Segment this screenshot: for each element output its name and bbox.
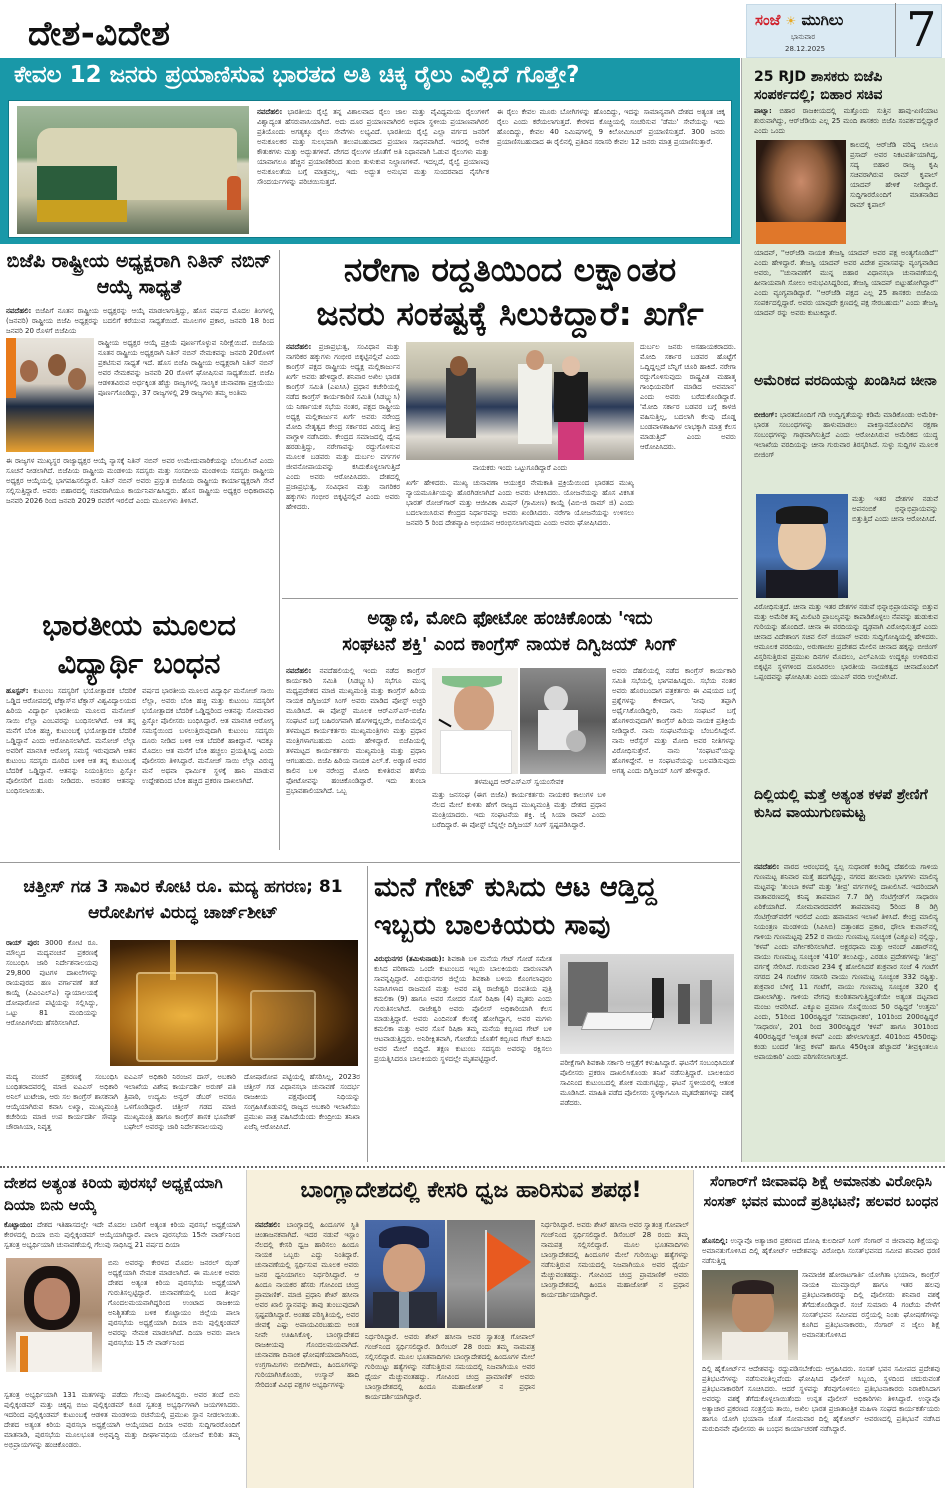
diya-dateline: ಕೊಟ್ಟಾಯಂ:: [4, 1221, 33, 1229]
lead-dateline: ನವದೆಹಲಿ:: [257, 108, 283, 116]
liquor-body-top: 3000 ಕೋಟಿ ರೂ. ಮೌಲ್ಯದ ಮದ್ಯವಂಚನೆ ಪ್ರಕರಣಕ್ಕೆ ಸಂಬಂಧಿಸಿ ಜಾರಿ ನಿರ್ದೇಶನಾಲಯವು 29,800 ಪುಟಗಳ ದಾಖಲೆಗಳನ್ನು ರಾಯಪುರದ ಹಣ ವರ್ಗಾವಣೆ ತಡೆ ಕಾಯ್ದೆ (ಪಿಎಂಎಲ್ಎ) ನ್ಯಾಯಾಲಯಕ್ಕೆ ದೋಷಾರೋಪ ಪಟ್ಟಿಯನ್ನು ಸಲ್ಲಿಸಿದ್ದು, ಒಟ್ಟು 81 ಮಂದಿಯನ್ನು ಆರೋಪಿಗಳೆಂದು ಹೆಸರಿಸಲಾಗಿದೆ.: [6, 939, 98, 1027]
student-headline: ಭಾರತೀಯ ಮೂಲದ ವಿದ್ಯಾರ್ಥಿ ಬಂಧನ: [42, 608, 236, 680]
diya-headline: ದೇಶದ ಅತ್ಯಂತ ಕಿರಿಯ ಪುರಸಭೆ ಅಧ್ಯಕ್ಷೆಯಾಗಿ ದಿಯಾ ಬಿನು ಆಯ್ಕೆ: [4, 1174, 223, 1214]
sengar-headline: ಸೆಂಗಾರ್‌ಗೆ ಜೀವಾವಧಿ ಶಿಕ್ಷೆ ಅಮಾನತು ವಿರೋಧಿಸಿ ಸಂಸತ್ ಭವನ ಮುಂದೆ ಪ್ರತಿಭಟನೆ; ಹಲವರ ಬಂಧನ: [703, 1174, 939, 1210]
bangladesh-headline: ಬಾಂಗ್ಲಾದೇಶದಲ್ಲಿ ಕೇಸರಿ ಧ್ವಜ ಹಾರಿಸುವ ಶಪಥ!: [300, 1178, 642, 1203]
nrega-body-mid: ಖರ್ಗೆ ಹೇಳಿದರು. ಮುಖ್ಯ ಚುನಾವಣಾ ಆಯುಕ್ತರ ನೇಮಕಾತಿ ಪ್ರಕ್ರಿಯೆಯಿಂದ ಭಾರತದ ಮುಖ್ಯ ನ್ಯಾಯಮೂರ್ತಿಯನ್ನು ಹೊರಗಿಡಲಾಗಿದೆ ಎಂದು ಅವರು ಟೀಕಿಸಿದರು. ಯೋಜನೆಯನ್ನು ಹೊಸ ವಿಕಸಿತ ಭಾರತ್ ರೋಜ್‌ಗಾರ್ ಮತ್ತು ಆಜೀವಿಕಾ ಮಿಷನ್ (ಗ್ರಾಮೀಣ) ಕಾಯ್ದೆ (ವಿಬಿ-ಜಿ ರಾಮ್ ಜಿ) ಎಂದು ಬದಲಾಯಿಸಿರುವ ಕೇಂದ್ರದ ನಿರ್ಧಾರವನ್ನು ಅವರು ಖಂಡಿಸಿದರು. ನರೇಗಾ ಯೋಜನೆಯನ್ನು ಉಳಿಸಲು ಜನವರಿ 5 ರಿಂದ ದೇಶವ್ಯಾಪಿ ಅಭಿಯಾನ ಆರಂಭಿಸಲಾಗುವುದು ಎಂದು ಅವರು ಘೋಷಿಸಿದರು.: [406, 479, 634, 527]
china-dateline: ಬೀಜಿಂಗ್:: [754, 411, 778, 419]
digvijay-headline-line1: ಅಡ್ವಾಣಿ, ಮೋದಿ ಫೋಟೋ ಹಂಚಿಕೊಂಡು 'ಇದು: [367, 608, 653, 629]
rjd-headline: 25 RJD ಶಾಸಕರು ಬಿಜೆಪಿ ಸಂಪರ್ಕದಲ್ಲಿ; ಬಿಹಾರ ಸಚಿವ: [754, 69, 883, 103]
liquor-body-c3: ದೋಷಾರೋಪ ಪಟ್ಟಿಯಲ್ಲಿ ಹೆಸರಿಸಿಲ್ಲ, 2023ರ ಚತ್ತೀಸ್ ಗಡ ವಿಧಾನಸಭಾ ಚುನಾವಣೆ ಸಂದರ್ಭ ರಾಜಕೀಯ ಪಕ್ಷವೊಂದಕ್ಕೆ ನಿಧಿಯನ್ನು ಸಂಗ್ರಹಿಸಿಕೊಡುವಲ್ಲಿ ರಾಜ್ಯದ ಅಬಕಾರಿ ಇಲಾಖೆಯು ಪ್ರಮುಖ ಪಾತ್ರ ವಹಿಸಿದೆಯೆಂದು ಕೇಂದ್ರೀಯ ತನಿಖಾ ಏಜೆನ್ಸಿ ಆರೋಪಿಸಿದೆ.: [244, 1073, 360, 1131]
digvijay-body-left: ನವದೆಹಲಿಯಲ್ಲಿ ಇಂದು ನಡೆದ ಕಾಂಗ್ರೆಸ್ ಕಾರ್ಯಕಾರಿ ಸಮಿತಿ (ಸಿಡಬ್ಲ್ಯುಸಿ) ಸಭೆಗೂ ಮುನ್ನ ಮಧ್ಯಪ್ರದೇಶದ ಮಾಜಿ ಮುಖ್ಯಮಂತ್ರಿ ಮತ್ತು ಕಾಂಗ್ರೆಸ್ ಹಿರಿಯ ನಾಯಕ ದಿಗ್ವಿಜಯ್ ಸಿಂಗ್ ಅವರು ಮಾಡಿದ ಪೋಸ್ಟ್ ಅಚ್ಚರಿ ಮೂಡಿಸಿದೆ. ಈ ಪೋಸ್ಟ್ ಮೂಲಕ ಆರ್‌ಎಸ್‌ಎಸ್-ಬಿಜೆಪಿ ಸಂಘಟನೆ ಬಗ್ಗೆ ಬಹಿರಂಗವಾಗಿ ಹೊಗಳಿದ್ದಲ್ಲದೇ, ಬಿಜೆಪಿಯಲ್ಲಿನ ತಳಮಟ್ಟದ ಕಾರ್ಯಕರ್ತರು ಮುಖ್ಯಮಂತ್ರಿಗಳು ಮತ್ತು ಪ್ರಧಾನ ಮಂತ್ರಿಗಳಾಗಬಹುದು ಎಂದು ಹೇಳಿದ್ದಾರೆ. ಬಿಜೆಪಿಯಲ್ಲಿ ತಳಮಟ್ಟದ ಕಾರ್ಯಕರ್ತರು ಮುಖ್ಯಮಂತ್ರಿ ಮತ್ತು ಪ್ರಧಾನಿ ಆಗಬಹುದು. ಬಿಜೆಪಿ ಹಿರಿಯ ನಾಯಕ ಎಲ್.ಕೆ. ಅಡ್ವಾಣಿ ಅವರ ಕಾಲಿನ ಬಳಿ ನರೇಂದ್ರ ಮೋದಿ ಕುಳಿತಿರುವ ಹಳೆಯ ಫೋಟೋವನ್ನು ಹಂಚಿಕೊಂಡಿದ್ದಾರೆ. ಇದು ತುಂಬಾ ಪ್ರಭಾವಶಾಲಿಯಾಗಿದೆ. ಒಬ್ಬ: [286, 667, 426, 795]
divider: [0, 862, 740, 863]
digvijay-body-right: ಅವರು ದೆಹಲಿಯಲ್ಲಿ ನಡೆದ ಕಾಂಗ್ರೆಸ್ ಕಾರ್ಯಕಾರಿ ಸಮಿತಿ ಸಭೆಯಲ್ಲಿ ಭಾಗವಹಿಸಿದ್ದರು. ಸಭೆಯ ನಂತರ ಅವರು ಹೊರಬಂದಾಗ ಪತ್ರಕರ್ತರು ಈ ವಿಷಯದ ಬಗ್ಗೆ ಪ್ರಶ್ನೆಗಳನ್ನು ಕೇಳಿದಾಗ, 'ನೀವು ತಪ್ಪಾಗಿ ಅರ್ಥೈಸಿಕೊಂಡಿದ್ದೀರಿ, ನಾನು ಸಂಘಟನೆ ಬಗ್ಗೆ ಹೊಗಳಿರುವುದಾಗಿ' ಕಾಂಗ್ರೆಸ್ ಹಿರಿಯ ನಾಯಕ ಪ್ರತಿಕ್ರಿಯೆ ನೀಡಿದ್ದಾರೆ. ನಾನು ಸಂಘಟನೆಯನ್ನು ಬೆಂಬಲಿಸಿದ್ದೇನೆ. ನಾನು ಆರೆಸ್ಸೆಸ್ ಮತ್ತು ಮೋದಿ ಅವರ ನೀತಿಗಳನ್ನು ವಿರೋಧಿಸುತ್ತೇನೆ. ನಾನು 'ಸಂಘಟನೆ'ಯನ್ನು ಹೊಗಳಿದ್ದೇನೆ. ಆ ಸಂಘಟನೆಯನ್ನು ಬಲಪಡಿಸುವುದು ಅಗತ್ಯ ಎಂದು ದಿಗ್ವಿಜಯ್ ಸಿಂಗ್ ಹೇಳಿದ್ದಾರೆ.: [612, 667, 736, 775]
whisky-glass-photo: [110, 940, 358, 1066]
rjd-dateline: ಪಾಟ್ನಾ:: [754, 107, 772, 115]
gate-headline-line2: ಇಬ್ಬರು ಬಾಲಕಿಯರು ಸಾವು: [374, 910, 611, 941]
sengar-photo: [702, 1270, 798, 1360]
nrega-dateline: ನವದೆಹಲಿ:: [286, 343, 312, 351]
sun-icon: ☀: [785, 14, 797, 28]
column-divider: [367, 866, 368, 1162]
nrega-headline-line1: ನರೇಗಾ ರದ್ದತಿಯಿಂದ ಲಕ್ಷಾಂತರ: [343, 250, 677, 289]
bjp-body-bottom: ಈ ರಾಜ್ಯಗಳ ಮುಖ್ಯಸ್ಥರ ರಾಜ್ಯಾಧ್ಯಕ್ಷರ ಆಯ್ಕೆ ನ್ಯಾಸಕ್ಕೆ ನಿತಿನ್ ನಬಿನ್ ಅವರ ಉಮೇದುವಾರಿಕೆಯನ್ನು ಬೆಂಬಲಿಸಿವೆ ಎಂದು ಸೂಚನೆ ನೀಡಲಾಗಿದೆ. ಬಿಜೆಪಿಯ ರಾಷ್ಟ್ರೀಯ ಮಂಡಳಿಯ ಸದಸ್ಯರು ಮತ್ತು ಸಂಸದೀಯ ಮಂಡಳಿಯ ಸದಸ್ಯರು ರಾಷ್ಟ್ರೀಯ ಅಧ್ಯಕ್ಷರ ಆಯ್ಕೆಯಲ್ಲಿ ಭಾಗವಹಿಸಲಿದ್ದಾರೆ. ನಿತಿನ್ ನಬಿನ್ ಅವರು ಪ್ರಸ್ತುತ ಬಿಜೆಪಿಯ ರಾಷ್ಟ್ರೀಯ ಕಾರ್ಯಾಧ್ಯಕ್ಷರಾಗಿ ಸೇವೆ ಸಲ್ಲಿಸುತ್ತಿದ್ದಾರೆ. ಅವರು ಬಿಹಾರದಲ್ಲಿ ಸಚಿವರಾಗಿಯೂ ಕಾರ್ಯನಿರ್ವಹಿಸಿದ್ದರು. ಹೊಸ ರಾಷ್ಟ್ರೀಯ ಅಧ್ಯಕ್ಷರ ಅಧಿಕಾರಾವಧಿ ಜನವರಿ 2026 ರಿಂದ ಜನವರಿ 2029 ರವರೆಗೆ ಇರಲಿದೆ ಎಂದು ಮೂಲಗಳು ತಿಳಿಸಿವೆ.: [6, 457, 274, 505]
page-number: 7: [895, 3, 937, 57]
student-body-right: ವರ್ಷದ ಭಾರತೀಯ ಮೂಲದ ವಿದ್ಯಾರ್ಥಿ ಮನೋಜ್ ಸಾಯಿ ಲೆಲ್ಲಾ, ಅವರು ಬೆಂಕಿ ಹಚ್ಚಿ ಮತ್ತು ಕುಟುಂಬ ಸದಸ್ಯರಿಗೆ ಭಯೋತ್ಪಾದಕ ಬೆದರಿಕೆ ಒಡ್ಡಿದ್ದರಿಂದ ಆತನನ್ನು ಸೋಮವಾರ ಫ್ರಿಸ್ಕೋ ಪೊಲೀಸರು ಬಂಧಿಸಿದ್ದಾರೆ. ಆತ ಮಾನಸಿಕ ಆರೋಗ್ಯ ಸಮಸ್ಯೆಯಿಂದ ಬಳಲುತ್ತಿರುವುದಾಗಿ ಕುಟುಂಬ ಸದಸ್ಯರು ದೂರು ನೀಡಿದ ಬಳಿಕ ಆತ ಬೆದರಿಕೆ ಹಾಕಿದ್ದಾನೆ. ಇದಕ್ಕೂ ಮೊದಲು ಆತ ಮನೆಗೆ ಬೆಂಕಿ ಹಚ್ಚಲು ಪ್ರಯತ್ನಿಸಿದ್ದ ಎಂದು ಪೊಲೀಸರು ತಿಳಿಸಿದ್ದಾರೆ. ಮನೋಜ್ ಸಾಯಿ ಲೆಲ್ಲಾ ವಿರುದ್ಧ ಮನೆ ಅಥವಾ ಧಾರ್ಮಿಕ ಸ್ಥಳಕ್ಕೆ ಹಾನಿ ಮಾಡುವ ಉದ್ದೇಶದಿಂದ ಬೆಂಕಿ ಹಚ್ಚಿದ ಪ್ರಕರಣ ದಾಖಲಾಗಿದೆ.: [142, 687, 274, 785]
nrega-body-left: ಪ್ರಜಾಪ್ರಭುತ್ವ, ಸಂವಿಧಾನ ಮತ್ತು ನಾಗರಿಕರ ಹಕ್ಕುಗಳು ಗಂಭೀರ ಬಿಕ್ಕಟ್ಟಿನಲ್ಲಿವೆ ಎಂದು ಕಾಂಗ್ರೆಸ್ ಪಕ್ಷದ ರಾಷ್ಟ್ರೀಯ ಅಧ್ಯಕ್ಷ ಮಲ್ಲಿಕಾರ್ಜುನ ಖರ್ಗೆ ಅವರು ಹೇಳಿದ್ದಾರೆ. ಶನಿವಾರ ಅಖಿಲ ಭಾರತ ಕಾಂಗ್ರೆಸ್ ಸಮಿತಿ (ಎಐಸಿಸಿ) ಪ್ರಧಾನ ಕಚೇರಿಯಲ್ಲಿ ನಡೆದ ಕಾಂಗ್ರೆಸ್ ಕಾರ್ಯಕಾರಿಣಿ ಸಮಿತಿ (ಸಿಡಬ್ಲ್ಯುಸಿ) ಯ ನಿರ್ಣಾಯಕ ಸಭೆಯ ನಂತರ, ಪಕ್ಷದ ರಾಷ್ಟ್ರೀಯ ಅಧ್ಯಕ್ಷ ಮಲ್ಲಿಕಾರ್ಜುನ ಖರ್ಗೆ ಅವರು ನರೇಂದ್ರ ಮೋದಿ ನೇತೃತ್ವದ ಕೇಂದ್ರ ಸರ್ಕಾರದ ವಿರುದ್ಧ ತೀವ್ರ ವಾಗ್ದಾಳಿ ನಡೆಸಿದರು. ಕೇಂದ್ರದ ಸಮಾಜದಲ್ಲಿ ದ್ವೇಷ ಹರಡುತ್ತಿದ್ದು, ನರೇಗಾವನ್ನು ರದ್ದುಗೊಳಿಸುವ ಮೂಲಕ ಬಡವರು ಮತ್ತು ದುರ್ಬಲ ವರ್ಗಗಳ ಜೀವನೋಪಾಯವನ್ನು ಕಸಿದುಕೊಳ್ಳಲಾಗುತ್ತಿದೆ ಎಂದು ಅವರು ಆರೋಪಿಸಿದರು. ದೇಶದಲ್ಲಿ ಪ್ರಜಾಪ್ರಭುತ್ವ, ಸಂವಿಧಾನ ಮತ್ತು ನಾಗರಿಕರ ಹಕ್ಕುಗಳು ಗಂಭೀರ ಬಿಕ್ಕಟ್ಟಿನಲ್ಲಿವೆ ಎಂದು ಅವರು ಹೇಳಿದರು.: [286, 343, 400, 511]
delhi-air-dateline: ನವದೆಹಲಿ:: [754, 863, 780, 871]
digvijay-headline-line2: ಸಂಘಟನೆ ಶಕ್ತಿ' ಎಂದ ಕಾಂಗ್ರೆಸ್ ನಾಯಕ ದಿಗ್ವಿಜಯ್ ಸಿಂಗ್: [342, 634, 678, 655]
liquor-body-c1: ಮದ್ಯ ವಂಚನೆ ಪ್ರಕರಣಕ್ಕೆ ಸಂಬಂಧಿಸಿ ಬಂಧಿತರಾದವರಲ್ಲಿ ಮಾಜಿ ಐಎಎಸ್ ಅಧಿಕಾರಿ ಅನಿಲ್ ಟುಟೇಜಾ, ಆರು ಸಲ ಕಾಂಗ್ರೆಸ್ ಶಾಸಕನಾಗಿ ಆಯ್ಕೆಯಾಗಿರುವ ಕವಾಸಿ ಲಖ್ಮಾ, ಮುಖ್ಯಮಂತ್ರಿ ಕಚೇರಿಯ ಮಾಜಿ ಉಪ ಕಾರ್ಯದರ್ಶಿ ಸೌಮ್ಯಾ ಚೌರಾಸಿಯಾ, ನಿವೃತ್ತ: [6, 1073, 118, 1131]
gate-body-right: ಪರೀಕ್ಷೆಗಾಗಿ ಶಿವಕಾಶಿ ಸರ್ಕಾರಿ ಆಸ್ಪತ್ರೆಗೆ ಕಳುಹಿಸಿದ್ದಾರೆ. ಘಟನೆಗೆ ಸಂಬಂಧಿಸಿದಂತೆ ಪೊಲೀಸರು ಪ್ರಕರಣ ದಾಖಲಿಸಿಕೊಂಡು ತನಿಖೆ ನಡೆಸುತ್ತಿದ್ದಾರೆ. ಬಾಲಕಿಯರ ಸಾವಿನಿಂದ ಕುಟುಂಬದಲ್ಲಿ ಶೋಕ ಮಡುಗಟ್ಟಿದ್ದು, ಘಟನೆ ಸ್ಥಳೀಯರಲ್ಲಿ ಆತಂಕ ಮೂಡಿಸಿದೆ. ಮಾಹಿತಿ ಪಡೆದ ಪೊಲೀಸರು ಸ್ಥಳಕ್ಕಾಗಮಿಸಿ ಮೃತದೇಹಗಳನ್ನು ವಶಕ್ಕೆ ಪಡೆದರು.: [560, 1059, 734, 1107]
digvijay-dateline: ನವದೆಹಲಿ:: [286, 667, 312, 675]
logo-part1: ಸಂಜೆ: [755, 11, 781, 29]
advani-modi-photo: [520, 668, 606, 774]
liquor-dateline: ರಾಯ್ ಪುರ:: [6, 939, 40, 947]
section-title: ದೇಶ-ವಿದೇಶ: [28, 14, 171, 54]
digvijay-photo: [432, 668, 518, 774]
chinese-official-photo: [756, 494, 848, 598]
china-body-side: ಮತ್ತು ಇತರ ದೇಶಗಳ ನಡುವೆ ಅಪನಂಬಿಕೆ ಭಿನ್ನಾಭಿಪ್ರಾಯವನ್ನು ಬಿತ್ತುತ್ತಿದೆ ಎಂದು ಚೀನಾ ಆರೋಪಿಸಿದೆ.: [852, 495, 938, 523]
liquor-headline: ಚತ್ತೀಸ್ ಗಡ 3 ಸಾವಿರ ಕೋಟಿ ರೂ. ಮದ್ಯ ಹಗರಣ; 81 ಆರೋಪಿಗಳ ವಿರುದ್ಧ ಚಾರ್ಜ್‌ಶೀಟ್: [23, 877, 343, 923]
china-headline: ಅಮೆರಿಕದ ವರದಿಯನ್ನು ಖಂಡಿಸಿದ ಚೀನಾ: [754, 373, 937, 389]
bangladesh-body-right-col: ನಿರ್ಧರಿಸಿದ್ದಾರೆ. ಅವರು ಶೇಖ್ ಹಸೀನಾ ಅವರ ಸ್ವಾತಂತ್ರ ಗೋಪಾಲ್ ಗಂಜ್‌ನಿಂದ ಸ್ಪರ್ಧಿಸಲಿದ್ದಾರೆ. ಡಿಸೆಂಬರ್ 28 ರಂದು ತಮ್ಮ ನಾಮಪತ್ರ ಸಲ್ಲಿಸಲಿದ್ದಾರೆ. ಮೂಲ ಭೂತವಾದಿಗಳು ಬಾಂಗ್ಲಾದೇಶದಲ್ಲಿ ಹಿಂದೂಗಳ ಮೇಲೆ ಗುರಿಯಿಟ್ಟು ಹತ್ಯೆಗಳನ್ನು ನಡೆಸುತ್ತಿರುವ ಸಮಯದಲ್ಲಿ ನಿಜವಾಗಿಯೂ ಅವರ ಧೈರ್ಯ ಮೆಚ್ಚುವಂತಹದ್ದು. ಗೋವಿಂದ ಚಂದ್ರ ಪ್ರಾಮಾಣಿಕ್ ಅವರು ಬಾಂಗ್ಲಾದೇಶದಲ್ಲಿ ಹಿಂದೂ ಮಹಾಜೋತ್ ನ ಪ್ರಧಾನ ಕಾರ್ಯದರ್ಶಿಯಾಗಿದ್ದಾರೆ.: [541, 1221, 689, 1299]
lead-headline: ಕೇವಲ 12 ಜನರು ಪ್ರಯಾಣಿಸುವ ಭಾರತದ ಅತಿ ಚಿಕ್ಕ ರೈಲು ಎಲ್ಲಿದೆ ಗೊತ್ತೇ?: [14, 62, 580, 88]
gate-story: [370, 866, 738, 1164]
issue-date: 28.12.2025: [785, 45, 826, 53]
newspaper-logo: [755, 11, 843, 29]
nrega-caption: ನಾಯಕರು ಇಂದು ಒಟ್ಟುಗೂಡಿದ್ದಾರೆ ಎಂದು: [472, 464, 568, 472]
bjp-body-top: ಬಿಜೆಪಿಗೆ ನೂತನ ರಾಷ್ಟ್ರೀಯ ಅಧ್ಯಕ್ಷರನ್ನು ಆಯ್ಕೆ ಮಾಡಲಾಗುತ್ತಿದ್ದು, ಹೊಸ ವರ್ಷದ ಮೊದಲ ತಿಂಗಳಲ್ಲಿ (ಜನವರಿ) ರಾಷ್ಟ್ರೀಯ ಬಿಜೆಪಿ ಅಧ್ಯಕ್ಷರನ್ನು ಬದಲಿಗೆ ಕರೆಯುವ ಸಾಧ್ಯತೆಯಿದೆ. ಮೂಲಗಳ ಪ್ರಕಾರ, ಜನವರಿ 18 ರಿಂದ ಜನವರಿ 20 ರೊಳಗೆ ಬಿಜೆಪಿಯ: [6, 307, 274, 335]
masthead: [746, 4, 942, 58]
china-body-bottom: ವಿರೋಧಿಸುತ್ತದೆ. ಚೀನಾ ಮತ್ತು ಇತರ ದೇಶಗಳ ನಡುವೆ ಭಿನ್ನಾಭಿಪ್ರಾಯವನ್ನು ಬಿತ್ತುವ ಮತ್ತು ಅಮೆರಿಕ ತನ್ನ ಮಿಲಿಟರಿ ಪ್ರಾಬಲ್ಯವನ್ನು ಕಾಪಾಡಿಕೊಳ್ಳಲು ನೆಪವನ್ನು ಹುಡುಕುವ ಗುರಿಯನ್ನು ಹೊಂದಿದೆ. ಚೀನಾ ಈ ವರದಿಯನ್ನು ದೃಢವಾಗಿ ವಿರೋಧಿಸುತ್ತದೆ ಎಂದು ಚೀನಾದ ವಿದೇಶಾಂಗ ಸಚಿವ ಲಿನ್ ಜಿಯಾನ್ ಅವರು ಸುದ್ದಿಗೋಷ್ಠಿಯಲ್ಲಿ ಹೇಳಿದರು. ಆಮೂಲಕ ವರದಿಯು, ಅರುಣಾಚಲ ಪ್ರದೇಶದ ಮೇಲಿನ ಚೀನಾದ ಹಕ್ಕನ್ನು ಬೀಜಿಂಗ್ ವಿಸ್ತರಿಸುತ್ತಿರುವ ಪ್ರಮುಖ ದಿನಗಳ ಮೊದಲು, ಎಲ್‌ಎಸಿಯ ಉದ್ದಕ್ಕೂ ಉಳಿದಿರುವ ಬಿಕ್ಕಟ್ಟಿನ ಸ್ಥಳಗಳಿಂದ ದೂರವಿರಲು ಭಾರತೀಯ ನಾಯಕತ್ವದ ಚೀನಾದೊಂದಿಗೆ ಒಪ್ಪಂದವನ್ನು ಘೋಷಿಸಿತು ಎಂದು ಯುಎಸ್ ವರದಿ ಉಲ್ಲೇಖಿಸಿದೆ.: [754, 603, 938, 681]
delhi-air-headline: ದಿಲ್ಲಿಯಲ್ಲಿ ಮತ್ತೆ ಅತ್ಯಂತ ಕಳಪೆ ಶ್ರೇಣಿಗೆ ಕುಸಿದ ವಾಯುಗುಣಮಟ್ಟ: [754, 787, 928, 821]
liquor-body-c2: ಐಎಎಸ್ ಅಧಿಕಾರಿ ನಿರಂಜನ ದಾಸ್, ಅಬಕಾರಿ ಇಲಾಖೆಯ ವಿಶೇಷ ಕಾರ್ಯದರ್ಶಿ ಅರುಣ್ ಪತಿ ತ್ರಿಪಾಠಿ, ಉದ್ಯಮಿ ಅನ್ವರ್ ಡೆಬರ್ ಅವರೂ ಒಳಗೊಂಡಿದ್ದಾರೆ. ಚತ್ತೀಸ್ ಗಡದ ಮಾಜಿ ಮುಖ್ಯಮಂತ್ರಿ ಹಾಗೂ ಕಾಂಗ್ರೆಸ್ ಶಾಸಕ ಭೂಪೇಶ್ ಬಘೇಲ್ ಅವರನ್ನು ಜಾರಿ ನಿರ್ದೇಶನಾಲಯವು: [124, 1073, 236, 1131]
china-body-top: ಭಾರತದೊಂದಿಗೆ ಗಡಿ ಉದ್ವಿಗ್ನತೆಯನ್ನು ಕಡಿಮೆ ಮಾಡಿಕೊಂಡು ಅಮೆರಿಕ-ಭಾರತ ಸಂಬಂಧಗಳನ್ನು ಹಾಳುಮಾಡಲು ಪಾಕಿಸ್ತಾನದೊಂದಿಗಿನ ರಕ್ಷಣಾ ಸಂಬಂಧಗಳನ್ನು ಗಾಢವಾಗಿಸುತ್ತಿದೆ ಎಂದು ಆರೋಪಿಸಿರುವ ಅಮೆರಿಕದ ಯುದ್ಧ ಇಲಾಖೆಯ ವರದಿಯನ್ನು ಚೀನಾ ಗುರುವಾರ ತಿರಸ್ಕರಿಸಿದೆ. ಸುಳ್ಳು ಸುದ್ದಿಗಳ ಮೂಲಕ ಬೀಜಿಂಗ್: [754, 411, 938, 459]
saffron-flag-photo: [447, 1220, 535, 1328]
pramanik-photo: [365, 1220, 445, 1328]
nrega-story: [282, 246, 738, 596]
ram-kripal-photo: [756, 140, 846, 244]
train-photo: [17, 106, 249, 234]
nrega-body-right: ದುರ್ಬಲ ಜನರು ಅಸಹಾಯಕರಾದರು. ಮೋದಿ ಸರ್ಕಾರ ಬಡವರ ಹೊಟ್ಟೆಗೆ ಒದ್ದಿದ್ದಲ್ಲದೆ ಬೆನ್ನಿಗೆ ಚೂರಿ ಹಾಕಿದೆ. ನರೇಗಾ ರದ್ದುಗೊಳಿಸುವುದು ರಾಷ್ಟ್ರಪಿತ ಮಹಾತ್ಮ ಗಾಂಧಿಯವರಿಗೆ ಮಾಡಿದ ಅವಮಾನ' ಎಂದು ಅವರು ಬರೆದುಕೊಂಡಿದ್ದಾರೆ. 'ಮೋದಿ ಸರ್ಕಾರ ಬಡವರ ಬಗ್ಗೆ ಕಾಳಜಿ ವಹಿಸುತ್ತಿಲ್ಲ, ಬದಲಾಗಿ ಕೆಲವು ದೊಡ್ಡ ಬಂಡವಾಳಶಾಹಿಗಳ ಲಾಭಕ್ಕಾಗಿ ಮಾತ್ರ ಕೆಲಸ ಮಾಡುತ್ತಿದೆ' ಎಂದು ಅವರು ಆರೋಪಿಸಿದರು.: [640, 343, 736, 451]
bjp-leaders-photo: [6, 338, 94, 452]
student-dateline: ಹೂಸ್ಟನ್:: [6, 687, 29, 695]
sengar-dateline: ಹೊಸದಿಲ್ಲಿ:: [702, 1237, 728, 1245]
sengar-body-top: ಉನ್ನಾವೊ ಅತ್ಯಾಚಾರ ಪ್ರಕರಣದ ದೋಷಿ ಕುಲದೀಪ್ ಸಿಂಗ್ ಸೆಂಗಾರ್ ನ ಜೀವಾವಧಿ ಶಿಕ್ಷೆಯನ್ನು ಅಮಾನತುಗೊಳಿಸಿದ ದಿಲ್ಲಿ ಹೈಕೋರ್ಟ್ ಆದೇಶವನ್ನು ವಿರೋಧಿಸಿ ಸಂಸತ್‌ಭವನದ ಸಮೀಪ ಶನಿವಾರ ಧರಣಿ ನಡೆಸುತ್ತಿದ್ದ: [702, 1237, 940, 1265]
student-story: [0, 606, 278, 856]
rjd-body-side: ಕಾಲದಲ್ಲಿ ಆರ್‌ಜೆಡಿ ವರಿಷ್ಠ ಲಾಲೂ ಪ್ರಸಾದ್ ಅವರ ನಿಕಟವರ್ತಿಯಾಗಿದ್ದ, ಸದ್ಯ ಬಿಹಾರ ರಾಜ್ಯ ಕೃಷಿ ಸಚಿವರಾಗಿರುವ ರಾಮ್ ಕೃಪಾಲ್ ಯಾದವ್ ಹೇಳಿಕೆ ನೀಡಿದ್ದಾರೆ. ಸುದ್ದಿಗಾರರೊಂದಿಗೆ ಮಾತನಾಡಿದ ರಾಮ್ ಕೃಪಾಲ್: [850, 141, 938, 209]
bangladesh-body-left: ಬಾಂಗ್ಲಾದಲ್ಲಿ ಹಿಂದೂಗಳ ಸ್ಥಿತಿ ಚಿಂತಾಜನಕವಾಗಿದೆ. ಇದರ ನಡುವೆ ಇಸ್ಲಾಂ ನೆಲದಲ್ಲಿ ಕೇಸರಿ ಧ್ವಜ ಹಾರಿಸಲು ಹಿಂದೂ ನಾಯಕ ಒಬ್ಬರು ಎದ್ದು ನಿಂತಿದ್ದಾರೆ. ಚುನಾವಣೆಯಲ್ಲಿ ಸ್ಪರ್ಧಿಸುವ ಮೂಲಕ ಅವರು ಜನರ ಧ್ವನಿಯಾಗಲು ನಿರ್ಧರಿಸಿದ್ದಾರೆ. ಆ ಹಿಂದೂ ನಾಯಕರ ಹೆಸರು ಗೋವಿಂದ ಚಂದ್ರ ಪ್ರಾಮಾಣಿಕ್. ಮಾಜಿ ಪ್ರಧಾನಿ ಶೇಖ್ ಹಸೀನಾ ಅವರ ಖಾಲಿ ಸ್ಥಾನವನ್ನು ತಾವು ತುಂಬುವುದಾಗಿ ಸ್ಪಷ್ಟಪಡಿಸಿದ್ದಾರೆ. ಅಂತಹ ಪರಿಸ್ಥಿತಿಯಲ್ಲಿ, ಅವರ ಜೀವಕ್ಕೆ ಎಷ್ಟು ಅಪಾಯವಿರಬಹುದು ಅಂತ ನೀವೇ ಊಹಿಸಿಕೊಳ್ಳಿ. ಬಾಂಗ್ಲಾದೇಶದ ರಾಜಕೀಯವು ಗೊಂದಲಮಯವಾಗಿದೆ. ಚುನಾವಣಾ ದಿನಾಂಕ ಘೋಷಣೆಯಾದಾಗಿನಿಂದ, ಉಗ್ರಗಾಮಿಗಳು ಬೀದಿಗಿಳಿದು, ಹಿಂದೂಗಳನ್ನು ಗುರಿಯಾಗಿಸಿಕೊಂಡು, ಉಸ್ಮಾನ್ ಹಾದಿ ಸೇರಿದಂತೆ ವಿವಿಧ ಪಕ್ಷಗಳ ಅಭ್ಯರ್ಥಿಗಳನ್ನು: [255, 1221, 359, 1389]
rjd-body-bottom: ಯಾದವ್, ''ಆರ್‌ಜೆಡಿ ನಾಯಕ ತೇಜಸ್ವಿ ಯಾದವ್ ಅವರ ಪಕ್ಷ ಅಂತ್ಯಗೊಂಡಿದೆ'' ಎಂದು ಹೇಳಿದ್ದಾರೆ. ತೇಜಸ್ವಿ ಯಾದವ್ ಅವರ ವಿದೇಶ ಪ್ರವಾಸವನ್ನು ವ್ಯಂಗ್ಯವಾಡಿದ ಅವರು, ''ಚುನಾವಣೆಗೆ ಮುನ್ನ ಬಿಹಾರ ವಿಧಾನಸಭಾ ಚುನಾವಣೆಯಲ್ಲಿ ಹೀನಾಯವಾಗಿ ಸೋಲು ಅನುಭವಿಸಿದ್ದರಿಂದ, ತೇಜಸ್ವಿ ಯಾದವ್ ಬಿಟ್ಟುಹೋಗಿದ್ದಾರೆ'' ಎಂದು ವ್ಯಂಗ್ಯವಾಡಿದ್ದಾರೆ. ''ಆರ್‌ಜೆಡಿ ಪಕ್ಷದ ಎಲ್ಲ 25 ಶಾಸಕರು ಬಿಜೆಪಿಯ ಸಂಪರ್ಕದಲ್ಲಿದ್ದಾರೆ. ಅವರು ಯಾವುದೇ ಕ್ಷಣದಲ್ಲಿ ಪಕ್ಷ ಸೇರಬಹುದು'' ಎಂದು ತೇಜಸ್ವಿ ಯಾದವ್ ರನ್ನು ಅವರು ಕುಟುಕಿದ್ದಾರೆ.: [754, 249, 938, 317]
digvijay-story: [282, 604, 738, 860]
diya-body-side: ಬಿನು ಅವರನ್ನು ಕೇರಳದ ಮೊದಲ ಜನರಲ್ ಝಡ್ ಅಧ್ಯಕ್ಷೆಯಾಗಿ ನೇಮಕ ಮಾಡಲಾಗಿದೆ. ಈ ಮೂಲಕ ಅವರು ದೇಶದ ಅತ್ಯಂತ ಕಿರಿಯ ಪುರಸಭೆಯ ಅಧ್ಯಕ್ಷೆಯಾಗಿ ಗುರುತಿಸಲ್ಪಟ್ಟಿದ್ದಾರೆ. ಚುನಾವಣೆಯಲ್ಲಿ ಬಂದ ತೀರ್ಪು ಗೊಂದಲಮಯವಾಗಿದ್ದರಿಂದ ಉಂಟಾದ ರಾಜಕೀಯ ಅನಿಶ್ಚಿತತೆಯ ಬಳಿಕ ಕೊಟ್ಟಾಯಂ ಜಿಲ್ಲೆಯ ಪಾಲಾ ಪುರಸಭೆಯ ಅಧ್ಯಕ್ಷೆಯಾಗಿ ದಿಯಾ ಬಿನು ಪುಲ್ಲಿಕ್ಕಂಡಮ್ ಅವರನ್ನು ನೇಮಕ ಮಾಡಲಾಗಿದೆ. ದಿಯಾ ಅವರು ಪಾಲಾ ಪುರಸಭೆಯ 15 ನೇ ವಾರ್ಡ್‌ನಿಂದ: [108, 1259, 240, 1347]
student-body-left: ಕುಟುಂಬ ಸದಸ್ಯರಿಗೆ ಭಯೋತ್ಪಾದಕ ಬೆದರಿಕೆ ಒಡ್ಡಿದ ಆರೋಪದಲ್ಲಿ ಟೆಕ್ಸಾಸ್‌ನ ಟೆಕ್ಸಾಸ್ ವಿಶ್ವವಿದ್ಯಾಲಯದ ಹಿರಿಯ ವಿದ್ಯಾರ್ಥಿ ಭಾರತೀಯ ಮೂಲದ ಮನೋಜ್ ಸಾಯಿ ಲೆಲ್ಲಾ ಎಂಬವರನ್ನು ಬಂಧಿಸಲಾಗಿದೆ. ಆತ ತನ್ನ ಮನೆಗೆ ಬೆಂಕಿ ಹಚ್ಚಿ, ಕುಟುಂಬಕ್ಕೆ ಭಯೋತ್ಪಾದಕ ಬೆದರಿಕೆ ಒಡ್ಡಿದ್ದಾನೆ ಎಂದು ಆರೋಪಿಸಲಾಗಿದೆ. ಮನೋಜ್ ಲೆಲ್ಲಾ ಅವರಿಗೆ ಮಾನಸಿಕ ಆರೋಗ್ಯ ಸಮಸ್ಯೆ ಇರುವುದಾಗಿ ಆತನ ಕುಟುಂಬ ಸದಸ್ಯರು ದೂರಿದ ಬಳಿಕ ಆತ ತನ್ನ ಕುಟುಂಬಕ್ಕೆ ಬೆದರಿಕೆ ಒಡ್ಡಿದ್ದಾನೆ. ಆತನನ್ನು ನಿಯಂತ್ರಿಸಲು ಫ್ರಿಸ್ಕೋ ಪೊಲೀಸರಿಗೆ ದೂರು ನೀಡಿದರು. ಅನಂತರ ಆತನನ್ನು ಬಂಧಿಸಲಾಯಿತು.: [6, 687, 136, 795]
section-separator: [0, 1166, 945, 1168]
diya-binu-photo: [6, 1258, 102, 1372]
diya-body-top: ದೇಶದ ಇತಿಹಾಸದಲ್ಲೇ ಇದೇ ಮೊದಲ ಬಾರಿಗೆ ಅತ್ಯಂತ ಕಿರಿಯ ಪುರಸಭೆ ಅಧ್ಯಕ್ಷೆಯಾಗಿ ಕೇರಳದಲ್ಲಿ ದಿಯಾ ಬಿನು ಪುಲ್ಲಿಕ್ಕಂಡಮ್ ಆಯ್ಕೆಯಾಗಿದ್ದಾರೆ. ಪಾಲಾ ಪುರಸಭೆಯ 15ನೇ ವಾರ್ಡ್‌ನಿಂದ ಸ್ವತಂತ್ರ ಅಭ್ಯರ್ಥಿಯಾಗಿ ಚುನಾವಣೆಯಲ್ಲಿ ಗೆಲುವು ಸಾಧಿಸಿದ್ದ 21 ವರ್ಷದ ದಿಯಾ: [4, 1221, 240, 1249]
congress-leaders-photo: [406, 342, 634, 460]
sengar-body-side: ಸಾಮಾಜಿಕ ಹೋರಾಟಗಾರ್ತಿ ಯೋಗಿತಾ ಭಯಾನಾ, ಕಾಂಗ್ರೆಸ್ ನಾಯಕಿ ಮುಮ್ತಾಝ್ ಹಾಗೂ ಇತರ ಹಲವು ಪ್ರತಿಭಟನಾಕಾರರನ್ನು ದಿಲ್ಲಿ ಪೊಲೀಸರು ಶನಿವಾರ ವಶಕ್ಕೆ ತೆಗೆದುಕೊಂಡಿದ್ದಾರೆ. ಸಂಜೆ ಸುಮಾರು 4 ಗಂಟೆಯ ವೇಳೆಗೆ ಸಂಸತ್‌ಭವನ ಸಮೀಪದ ರಸ್ತೆಯಲ್ಲಿ ನಿಂತು ಘೋಷಣೆಗಳನ್ನು ಕೂಗಿದ ಪ್ರತಿಭಟನಾಕಾರರು, ಸೆಂಗಾರ್ ನ ಜೈಲು ಶಿಕ್ಷೆ ಅಮಾನತುಗೊಳಿಸಿದ: [802, 1271, 940, 1339]
gate-dateline: ವಿರುಧುನಗರ (ತಮಿಳುನಾಡು):: [374, 955, 445, 963]
digvijay-caption: ತಳಮಟ್ಟದ ಆರ್‌ಎಸ್‌ಎಸ್ ಸ್ವಯಂಸೇವಕ: [474, 778, 564, 786]
digvijay-body-mid: ಮತ್ತು ಜನಸಂಘ (ಈಗ ಬಿಜೆಪಿ) ಕಾರ್ಯಕರ್ತರು ನಾಯಕರ ಕಾಲುಗಳ ಬಳಿ ನೆಲದ ಮೇಲೆ ಕುಳಿತು ಹೇಗೆ ರಾಜ್ಯದ ಮುಖ್ಯಮಂತ್ರಿ ಮತ್ತು ದೇಶದ ಪ್ರಧಾನ ಮಂತ್ರಿಯಾದರು. ಇದು ಸಂಘಟನೆಯ ಶಕ್ತಿ. ಜೈ ಸಿಯಾ ರಾಮ್ ಎಂದು ಬರೆದಿದ್ದಾರೆ. ಈ ಪೋಸ್ಟ್ ಬೆನ್ನಲ್ಲೇ ದಿಗ್ವಿಜಯ್ ಸಿಂಗ್ ಸ್ಪಷ್ಟಪಡಿಸಿದ್ದಾರೆ.: [432, 791, 606, 829]
right-sidebar: [741, 58, 945, 1162]
issue-day: ಭಾನುವಾರ: [791, 33, 816, 41]
divider: [282, 598, 738, 599]
gate-headline-line1: ಮನೆ ಗೇಟ್ ಕುಸಿದು ಆಟ ಆಡ್ತಿದ್ದ: [374, 872, 657, 903]
sengar-story: [698, 1172, 945, 1488]
collapsed-gate-photo: [560, 954, 734, 1054]
bjp-dateline: ನವದೆಹಲಿ:: [6, 307, 32, 315]
lead-body-2: ಈ ರೈಲು ಕೇವಲ ಮೂರು ಬೋಗಿಗಳನ್ನು ಹೊಂದಿದ್ದು, ಇದನ್ನು ಸಾಮಾನ್ಯವಾಗಿ ದೇಶದ ಅತ್ಯಂತ ಚಿಕ್ಕ ರೈಲು ಎಂದು ಕರೆಯಲಾಗುತ್ತದೆ. ಕೇರಳದ ಕೊಚ್ಚಿಯಲ್ಲಿ ಸಂಚರಿಸುವ 'ಡೆಮು' ಸೇವೆಯನ್ನು ಇದು ಹೊಂದಿದ್ದು, ಕೇವಲ 40 ನಿಮಿಷಗಳಲ್ಲಿ 9 ಕಿಲೋಮೀಟರ್ ಪ್ರಯಾಣಿಸುತ್ತದೆ. 300 ಜನರು ಪ್ರಯಾಣಿಸಬಹುದಾದ ಈ ರೈಲಿನಲ್ಲಿ ಪ್ರತಿದಿನ ಸರಾಸರಿ ಕೇವಲ 12 ಜನರು ಮಾತ್ರ ಪ್ರಯಾಣಿಸುತ್ತಾರೆ.: [497, 108, 725, 146]
diya-story: [0, 1172, 244, 1488]
bjp-body-side: ರಾಷ್ಟ್ರೀಯ ಅಧ್ಯಕ್ಷರ ಆಯ್ಕೆ ಪ್ರಕ್ರಿಯೆ ಪೂರ್ಣಗೊಳ್ಳುವ ನಿರೀಕ್ಷೆಯಿದೆ. ಬಿಜೆಪಿಯ ನೂತನ ರಾಷ್ಟ್ರೀಯ ಅಧ್ಯಕ್ಷರಾಗಿ ನಿತಿನ್ ನಬಿನ್ ನೇಮಕವನ್ನು ಜನವರಿ 20ರೊಳಗೆ ಪ್ರಕಟಿಸುವ ಸಾಧ್ಯತೆ ಇದೆ. ಹೊಸ ಬಿಜೆಪಿ ರಾಷ್ಟ್ರೀಯ ಅಧ್ಯಕ್ಷರಾಗಿ ನಿತಿನ್ ನಬಿನ್ ಅವರ ನೇಮಕವನ್ನು ಜನವರಿ 20 ರೊಳಗೆ ಘೋಷಿಸುವ ಸಾಧ್ಯತೆಯಿದೆ. ಬಿಜೆಪಿ ಆಡಳಿತವಿರುವ ಅರ್ಧಕ್ಕಿಂತ ಹೆಚ್ಚು ರಾಜ್ಯಗಳಲ್ಲಿ ಸಾಂಸ್ಥಿಕ ಚುನಾವಣಾ ಪ್ರಕ್ರಿಯೆಯು ಪೂರ್ಣಗೊಂಡಿದ್ದು, 37 ರಾಜ್ಯಗಳಲ್ಲಿ 29 ರಾಜ್ಯಗಳು ತಮ್ಮ ಅಂತಿಮ: [98, 339, 274, 397]
logo-part2: ಮುಗಿಲು: [801, 11, 844, 29]
bangladesh-body-right: ನಿರ್ಧರಿಸಿದ್ದಾರೆ. ಅವರು ಶೇಖ್ ಹಸೀನಾ ಅವರ ಸ್ವಾತಂತ್ರ ಗೋಪಾಲ್ ಗಂಜ್‌ನಿಂದ ಸ್ಪರ್ಧಿಸಲಿದ್ದಾರೆ. ಡಿಸೆಂಬರ್ 28 ರಂದು ತಮ್ಮ ನಾಮಪತ್ರ ಸಲ್ಲಿಸಲಿದ್ದಾರೆ. ಮೂಲ ಭೂತವಾದಿಗಳು ಬಾಂಗ್ಲಾದೇಶದಲ್ಲಿ ಹಿಂದೂಗಳ ಮೇಲೆ ಗುರಿಯಿಟ್ಟು ಹತ್ಯೆಗಳನ್ನು ನಡೆಸುತ್ತಿರುವ ಸಮಯದಲ್ಲಿ ನಿಜವಾಗಿಯೂ ಅವರ ಧೈರ್ಯ ಮೆಚ್ಚುವಂತಹದ್ದು. ಗೋವಿಂದ ಚಂದ್ರ ಪ್ರಾಮಾಣಿಕ್ ಅವರು ಬಾಂಗ್ಲಾದೇಶದಲ್ಲಿ ಹಿಂದೂ ಮಹಾಜೋತ್ ನ ಪ್ರಧಾನ ಕಾರ್ಯದರ್ಶಿಯಾಗಿದ್ದಾರೆ.: [365, 1333, 535, 1401]
bjp-story: [0, 246, 278, 602]
gate-body-left: ಶಿವಕಾಶಿ ಬಳಿ ಮನೆಯ ಗೇಟ್ ಗೋಡೆ ಸಮೇತ ಕುಸಿದ ಪರಿಣಾಮ ಒಂದೇ ಕುಟುಂಬದ ಇಬ್ಬರು ಬಾಲಕಿಯರು ದಾರುಣವಾಗಿ ಸಾವನ್ನಪ್ಪಿದ್ದಾರೆ. ವಿರುಧುನಗರ ಜಿಲ್ಲೆಯ ಶಿವಕಾಶಿ ಬಳಿಯ ಕೊಂಗಲಾಪುರಂ ನಿವಾಸಿಗಳಾದ ರಾಜಮಣಿ ಮತ್ತು ಅವರ ಪತ್ನಿ ರಾಜೇಶ್ವರಿ ದಂಪತಿಯ ಪುತ್ರಿ ಕಮಲಿಕಾ (9) ಹಾಗೂ ಅವರ ಸೋದರ ಸೊಸೆ ರಿಷಿಕಾ (4) ಮೃತರು ಎಂದು ಗುರುತಿಸಲಾಗಿದೆ. ರಾಜೇಶ್ವರಿ ಅವರು ಪೊಲೀಸ್ ಅಧಿಕಾರಿಯಾಗಿ ಕೆಲಸ ಮಾಡುತ್ತಿದ್ದಾರೆ. ಅವರು ಎಂದಿನಂತೆ ಕೆಲಸಕ್ಕೆ ಹೋಗಿದ್ದಾಗ, ಅವರ ಮಗಳು ಕಮಲಿಕಾ ಮತ್ತು ಅವರ ಸೊಸೆ ರಿಷಿಕಾ ತಮ್ಮ ಮನೆಯ ಕಬ್ಬಿಣದ ಗೇಟ್ ಬಳಿ ಆಟವಾಡುತ್ತಿದ್ದರು. ಅನಿರೀಕ್ಷಿತವಾಗಿ, ಗೋಡೆಯ ಜೊತೆಗೆ ಕಬ್ಬಿಣದ ಗೇಟ್ ಕುಸಿದು ಅವರ ಮೇಲೆ ಬಿದ್ದಿದೆ. ತಕ್ಷಣ ಕುಟುಂಬ ಸದಸ್ಯರು ಅವರನ್ನು ರಕ್ಷಿಸಲು ಪ್ರಯತ್ನಿಸಿದರೂ ಬಾಲಕಿಯರು ಸ್ಥಳದಲ್ಲೇ ಮೃತಪಟ್ಟಿದ್ದಾರೆ.: [374, 955, 552, 1063]
bangladesh-dateline: ನವದೆಹಲಿ:: [255, 1221, 281, 1229]
lead-body: ಭಾರತೀಯ ರೈಲ್ವೆ ತನ್ನ ವಿಶಾಲವಾದ ರೈಲು ಜಾಲ ಮತ್ತು ವೈವಿಧ್ಯಮಯ ರೈಲುಗಳಿಗೆ ವಿಶ್ವಾದ್ಯಂತ ಹೆಸರುವಾಸಿಯಾಗಿದೆ. ಅದು ದೂರ ಪ್ರಯಾಣವಾಗಿರಲಿ ಅಥವಾ ಸ್ಥಳೀಯ ಪ್ರಯಾಣವಾಗಿರಲಿ ಪ್ರತಿಯೊಂದು ಅಗತ್ಯಕ್ಕೂ ರೈಲು ಸೇವೆಗಳು ಲಭ್ಯವಿದೆ. ಭಾರತೀಯ ರೈಲ್ವೆ ಎಲ್ಲಾ ವರ್ಗದ ಜನರಿಗೆ ಅನುಕೂಲಕರ ಮತ್ತು ಸುಲಭವಾಗಿ ತಲುಪಬಹುದಾದ ಪ್ರಯಾಣ ಸಾಧನವಾಗಿದೆ. ಇದರಲ್ಲಿ ಅನೇಕ ಕೌತುಕಗಳು ಮತ್ತು ಅದ್ಭುತಗಳಿವೆ. ವೇಗದ ರೈಲುಗಳ ಜೊತೆಗೆ ಅತಿ ನಿಧಾನವಾಗಿ ಓಡುವ ರೈಲುಗಳು ಮತ್ತು ಯಾವಾಗಲೂ ಹೆಚ್ಚಿನ ಪ್ರಯಾಣಿಕರಿಂದ ತುಂಬಿ ತುಳುಕುವ ನಿಲ್ದಾಣಗಳಿವೆ. ಇದಲ್ಲದೆ, ರೈಲ್ವೆ ಪ್ರಯಾಣವು ಅನುಕೂಲತೆಯ ಬಗ್ಗೆ ಮಾತ್ರವಲ್ಲ, ಇದು ಅದ್ಭುತ ಅನುಭವ ಮತ್ತು ಸುಂದರವಾದ ನೈಸರ್ಗಿಕ ಸೌಂದರ್ಯಗಳನ್ನು ಪರಿಚಯಿಸುತ್ತದೆ.: [257, 108, 489, 186]
sengar-body-bottom: ದಿಲ್ಲಿ ಹೈಕೋರ್ಟ್‌ನ ಆದೇಶವನ್ನು ರದ್ದುಪಡಿಸಬೇಕೆಂದು ಆಗ್ರಹಿಸಿದರು. ಸಂಸತ್ ಭವನ ಸಮೀಪದ ಪ್ರದೇಶವು ಪ್ರತಿಭಟನೆಗಳನ್ನು ನಡೆಸುವಂತಿಲ್ಲವೆಂದು ಘೋಷಿಸಿದ ಪೊಲೀಸ್ ಸಿಬ್ಬಂದಿ, ಸ್ಥಳದಿಂದ ಚದುರುವಂತೆ ಪ್ರತಿಭಟನಾಕಾರರಿಗೆ ಸೂಚಿಸಿದರು. ಆದರೆ ಸ್ಥಳವನ್ನು ತೆರವುಗೊಳಿಸಲು ಪ್ರತಿಭಟನಾಕಾರರು ನಿರಾಕರಿಸಿದಾಗ ಅವರನ್ನು ವಶಕ್ಕೆ ತೆಗೆದುಕೊಳ್ಳಲಾಯಿತೆಂದು ಉನ್ನತ ಪೊಲೀಸ್ ಅಧಿಕಾರಿಗಳು ತಿಳಿಸಿದ್ದಾರೆ. ಉನ್ನಾವೊ ಅತ್ಯಾಚಾರ ಪ್ರಕರಣದ ಸಂತ್ರಸ್ತೆಯ ತಾಯಿ, ಅಖಿಲ ಭಾರತ ಪ್ರಜಾತಾಂತ್ರಿಕ ಮಹಿಳಾ ಸಂಘದ ಕಾರ್ಯಕರ್ತೆಯರು ಹಾಗೂ ಯೋಗಿ ಭಯಾನಾ ಜೊತೆ ಸೋಮವಾರ ದಿಲ್ಲಿ ಹೈಕೋರ್ಟ್ ಆವರಣದಲ್ಲಿ ಪ್ರತಿಭಟನೆ ನಡೆಸಿದ ಮರುದಿನವೇ ಪೊಲೀಸರು ಈ ಬಂಧನ ಕಾರ್ಯಾಚರಣೆ ನಡೆಸಿದ್ದಾರೆ.: [702, 1365, 940, 1433]
lead-story: [0, 58, 740, 244]
rjd-body-top: ಬಿಹಾರ ರಾಜಕೀಯದಲ್ಲಿ ಮತ್ತೊಂದು ಸುತ್ತಿನ ಹಾವು-ಏಣಿಯಾಟ ಶುರುವಾಗಿದ್ದು, ಆರ್‌ಜೆಡಿಯ ಎಲ್ಲ 25 ಮಂದಿ ಶಾಸಕರು ಬಿಜೆಪಿ ಸಂಪರ್ಕದಲ್ಲಿದ್ದಾರೆ ಎಂದು ಒಂದು: [754, 107, 938, 135]
liquor-story: [0, 866, 366, 1164]
bjp-headline: ಬಿಜೆಪಿ ರಾಷ್ಟ್ರೀಯ ಅಧ್ಯಕ್ಷರಾಗಿ ನಿತಿನ್ ನಬಿನ್ ಆಯ್ಕೆ ಸಾಧ್ಯತೆ: [6, 250, 272, 298]
delhi-air-body: ವಾರದ ಆರಂಭದಲ್ಲಿ ಸ್ವಲ್ಪ ಸುಧಾರಣೆ ಕಂಡಿದ್ದ ದೆಹಲಿಯ ಗಾಳಿಯ ಗುಣಮಟ್ಟ ಶನಿವಾರ ಮತ್ತೆ ಹದಗೆಟ್ಟಿದ್ದು, ನಗರದ ಹಲವಾರು ಭಾಗಗಳು ಮಾಲಿನ್ಯ ಮಟ್ಟವನ್ನು 'ತುಂಬಾ ಕಳಪೆ' ಮತ್ತು 'ತೀವ್ರ' ವರ್ಗಗಳಲ್ಲಿ ದಾಖಲಿಸಿವೆ. ಇದರಿಂದಾಗಿ ವಾತಾವರಣದಲ್ಲಿ ಕನಿಷ್ಠ ತಾಪಮಾನ 7.7 ಡಿಗ್ರಿ ಸೆಂಟಿಗ್ರೇಡ್‌ಗೆ ಸಾಧಾರಣ ಏರಿಕೆಯಾಗಿದೆ. ಸೋಮವಾರದವರೆಗೆ ತಾಪಮಾನವು 5ರಿಂದ 8 ಡಿಗ್ರಿ ಸೆಂಟಿಗ್ರೇಡ್‌ವರೆಗೆ ಇರಲಿದೆ ಎಂದು ಹವಾಮಾನ ಇಲಾಖೆ ತಿಳಿಸಿದೆ. ಕೇಂದ್ರ ಮಾಲಿನ್ಯ ನಿಯಂತ್ರಣ ಮಂಡಳಿಯ (ಸಿಪಿಸಿಬಿ) ದತ್ತಾಂಶದ ಪ್ರಕಾರ, ಧೌಲಾ ಕುವಾನ್‌ನಲ್ಲಿ ಗಾಳಿಯ ಗುಣಮಟ್ಟವು 252 ರ ವಾಯು ಗುಣಮಟ್ಟ ಸೂಚ್ಯಂಕ (ಎಕ್ಯೂಐ) ನಲ್ಲಿದ್ದು, 'ಕಳಪೆ' ಎಂದು ವರ್ಗೀಕರಿಸಲಾಗಿದೆ. ಅಕ್ಷರಧಾಮ ಮತ್ತು ಆನಂದ್ ವಿಹಾರ್‌ನಲ್ಲಿ ವಾಯು ಗುಣಮಟ್ಟ ಸೂಚ್ಯಂಕ '410' ತಲುಪಿದ್ದು, ಎರಡೂ ಪ್ರದೇಶಗಳನ್ನು 'ತೀವ್ರ' ವರ್ಗಕ್ಕೆ ಸೇರಿಸಿದೆ. ಗುರುವಾರ 234 ಕ್ಕೆ ಹೋಲಿಸಿದರೆ ಶುಕ್ರವಾರ ಸಂಜೆ 4 ಗಂಟೆಗೆ ನಗರದ 24 ಗಂಟೆಗಳ ಸರಾಸರಿ ವಾಯು ಗುಣಮಟ್ಟ ಸೂಚ್ಯಂಕ 332 ರಷ್ಟಿತ್ತು. ಶುಕ್ರವಾರ ಬೆಳಿಗ್ಗೆ 11 ಗಂಟೆಗೆ, ವಾಯು ಗುಣಮಟ್ಟ ಸೂಚ್ಯಂಕ 320 ಕ್ಕೆ ದಾಖಲಾಗಿತ್ತು. ಗಾಳಿಯ ವೇಗವು ಕುಂಠಿತವಾಗುತ್ತಿದ್ದಂತೆಯೇ ಅತ್ಯಂತ ದಟ್ಟವಾದ ಮಂಜು ಆವರಿಸಿದೆ. ಎಕ್ಯೂಐ ಪ್ರಮಾಣ ಸೊನ್ನೆಯಿಂದ 50 ರಷ್ಟಿದ್ದರೆ 'ಉತ್ತಮ' ಎಂದು, 51ರಿಂದ 100ರಷ್ಟಿದ್ದರೆ 'ಸಮಾಧಾನಕರ', 101ರಿಂದ 200ರಷ್ಟಿದ್ದರೆ 'ಸಾಧಾರಣ', 201 ರಿಂದ 300ರಷ್ಟಿದ್ದರೆ 'ಕಳಪೆ' ಹಾಗೂ 301ರಿಂದ 400ರಷ್ಟಿದ್ದರೆ 'ಅತ್ಯಂತ ಕಳಪೆ' ಎಂದು ಹೇಳಲಾಗುತ್ತದೆ. 401ರಿಂದ 450ರಷ್ಟು ಕಂಡು ಬಂದರೆ 'ತೀವ್ರ ಕಳಪೆ' ಹಾಗೂ 450ಕ್ಕಿಂತ ಹೆಚ್ಚಾದರೆ 'ತೀವ್ರಕ್ಕಿಂತಲೂ ಅಪಾಯಕಾರಿ' ಎಂದು ಪರಿಗಣಿಸಲಾಗುತ್ತದೆ.: [754, 863, 938, 1061]
diya-body-bottom: ಸ್ವತಂತ್ರ ಅಭ್ಯರ್ಥಿಯಾಗಿ 131 ಮತಗಳನ್ನು ಪಡೆದು ಗೆಲುವು ದಾಖಲಿಸಿದ್ದರು. ಅವರ ತಂದೆ ಬಿನು ಪುಲ್ಲಿಕ್ಕಂಡಮ್ ಮತ್ತು ಚಿಕ್ಕಪ್ಪ ಬಿಜು ಪುಲ್ಲಿಕ್ಕಂಡಮ್ ಕೂಡ ಸ್ವತಂತ್ರ ಅಭ್ಯರ್ಥಿಗಳಾಗಿ ಜಯಗಳಿಸಿದರು. ಇದರಿಂದ ಪುಲ್ಲಿಕ್ಕಂಡಮ್ ಕುಟುಂಬಕ್ಕೆ ಆಡಳಿತ ಮಂಡಳಿಯ ರಚನೆಯಲ್ಲಿ ಪ್ರಮುಖ ಸ್ಥಾನ ನೀಡಲಾಯಿತು. ದೇಶದ ಅತ್ಯಂತ ಕಿರಿಯ ಪುರಸಭಾ ಅಧ್ಯಕ್ಷೆಯಾಗಿ ಆಯ್ಕೆಯಾದ ದಿಯಾ ಅವರು ಸುದ್ದಿಗಾರರೊಂದಿಗೆ ಮಾತನಾಡಿ, ಪುರಸಭೆಯ ಮೂಲಭೂತ ಅಭಿವೃದ್ಧಿ ಮತ್ತು ದೀರ್ಘಾವಧಿಯ ಯೋಜನೆ ಕುರಿತು ತಮ್ಮ ಅಭಿಪ್ರಾಯಗಳನ್ನು ಹಂಚಿಕೊಂಡರು.: [4, 1391, 240, 1449]
bangladesh-story: [246, 1170, 694, 1488]
nrega-headline-line2: ಜನರು ಸಂಕಷ್ಟಕ್ಕೆ ಸಿಲುಕಿದ್ದಾರೆ: ಖರ್ಗೆ: [316, 294, 704, 333]
column-divider: [279, 250, 280, 850]
